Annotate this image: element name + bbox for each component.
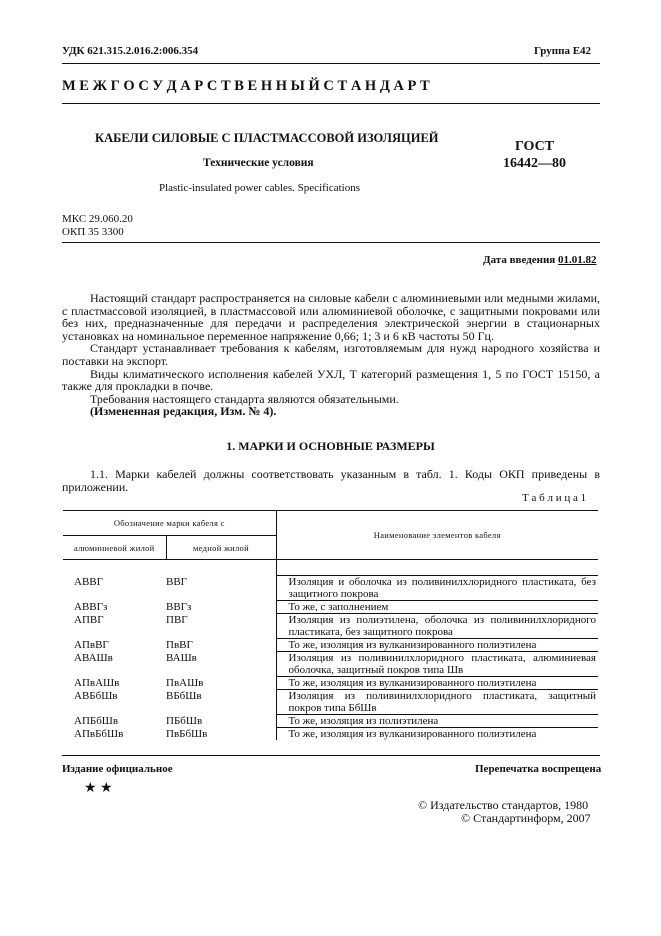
grade-cu: ВВГз [166, 600, 192, 613]
header-aluminium: алюминиевой жилой [63, 536, 166, 560]
header-rule-bottom [62, 103, 600, 104]
intro-date-label: Дата введения [483, 254, 556, 266]
cable-grades-table [63, 510, 598, 740]
grade-description: То же, с заполнением [276, 601, 598, 614]
grade-cu: ПвВГ [166, 638, 193, 651]
interstate-standard-banner: М Е Ж Г О С У Д А Р С Т В Е Н Н Ы Й С Т А Н Д А Р Т [62, 78, 430, 94]
grade-description: То же, изоляция из вулканизированного полиэтилена [276, 728, 598, 741]
grade-cu: ПвАШв [166, 676, 204, 689]
section-1-title: 1. МАРКИ И ОСНОВНЫЕ РАЗМЕРЫ [226, 439, 435, 453]
header-grade-group: Обозначение марки кабеля с [63, 511, 276, 536]
mks-code: МКС 29.060.20 [62, 213, 133, 225]
table-label: Т а б л и ц а 1 [522, 492, 587, 504]
paragraph-climate: Виды климатического исполнения кабелей УХЛ, Т категорий размещения 1, 5 по ГОСТ 15150, а также для прокладки в почве. [62, 366, 600, 394]
table-row [63, 639, 598, 652]
grade-al: АВАШв [74, 651, 113, 664]
clause-1-1: 1.1. Марки кабелей должны соответствовать указанным в табл. 1. Коды ОКП приведены в приложении. [62, 467, 600, 494]
grade-description: Изоляция из полиэтилена, оболочка из поливинилхлоридного пластиката, без защитного покрова [276, 614, 598, 639]
gost-designation [503, 138, 566, 172]
okp-code: ОКП 35 3300 [62, 226, 124, 238]
table-row [63, 614, 598, 639]
grade-cu: ВВГ [166, 575, 188, 588]
grade-cu: ПвБбШв [166, 727, 208, 740]
gost-label: ГОСТ [514, 139, 555, 154]
grade-description: Изоляция из поливинилхлоридного пластиката, алюминиевая оболочка, защитный покров типа Шв [276, 652, 598, 677]
official-edition: Издание официальное [62, 763, 173, 775]
paragraph-amendment: (Измененная редакция, Изм. № 4). [90, 404, 277, 419]
table-row [63, 690, 598, 715]
grade-description: То же, изоляция из вулканизированного полиэтилена [276, 677, 598, 690]
copyright-1980: © Издательство стандартов, 1980 [418, 798, 589, 812]
paragraph-requirements: Стандарт устанавливает требования к кабелям, изготовляемым для нужд народного хозяйства и поставки на экспорт. [62, 341, 600, 368]
grade-cu: ПБбШв [166, 714, 203, 727]
table-row [63, 728, 598, 741]
gost-number: 16442—80 [503, 156, 566, 171]
english-title: Plastic-insulated power cables. Specifications [159, 182, 360, 194]
body-text [62, 292, 600, 418]
intro-date [483, 254, 597, 266]
paragraph-scope: Настоящий стандарт распространяется на силовые кабели с алюминиевыми или медными жилами, с пластмассовой изоляцией, в пластмассовой или алюминиевой оболочке, с защитными покровами или без них, предназначенные для передачи и распределения электрической энергии в стационарных установках на номинальное переменное напряжение 0,66; 1; 3 и 6 кВ частоты 50 Гц. [62, 291, 600, 343]
grade-al: АПБбШв [74, 714, 119, 727]
table-row [63, 677, 598, 690]
table-row [63, 601, 598, 614]
grade-al: АВБбШв [74, 689, 118, 702]
document-title: КАБЕЛИ СИЛОВЫЕ С ПЛАСТМАССОВОЙ ИЗОЛЯЦИЕЙ [95, 131, 439, 145]
grade-cu: ВБбШв [166, 689, 202, 702]
document-subtitle: Технические условия [203, 157, 314, 169]
grade-cu: ВАШв [166, 651, 197, 664]
grade-description: Изоляция и оболочка из поливинилхлоридного пластиката, без защитного покрова [276, 576, 598, 601]
grade-description: То же, изоляция из полиэтилена [276, 715, 598, 728]
header-copper: медной жилой [193, 542, 249, 553]
table-row [63, 652, 598, 677]
copyright-2007: © Стандартинформ, 2007 [461, 811, 591, 825]
grade-al: АПвБбШв [74, 727, 124, 740]
paragraph-mandatory: Требования настоящего стандарта являются обязательными. [90, 391, 399, 406]
intro-date-value: 01.01.82 [558, 254, 597, 266]
grade-al: АВВГз [74, 600, 108, 613]
grade-al: АПвАШв [74, 676, 120, 689]
table-spacer-row [63, 560, 598, 576]
grade-description: То же, изоляция из вулканизированного полиэтилена [276, 639, 598, 652]
grade-cu: ПВГ [166, 613, 188, 626]
table-row [63, 715, 598, 728]
grade-al: АПвВГ [74, 638, 109, 651]
group-code: Группа Е42 [534, 45, 592, 57]
table-header-row [63, 511, 598, 536]
header-description: Наименование элементов кабеля [276, 511, 598, 560]
grade-description: Изоляция из поливинилхлоридного пластиката, защитный покров типа БбШв [276, 690, 598, 715]
header-rule-top [62, 63, 600, 64]
table-row [63, 576, 598, 601]
footer-rule [62, 755, 600, 756]
stars-mark: ★ ★ [84, 781, 113, 796]
reprint-prohibited: Перепечатка воспрещена [475, 763, 602, 775]
section-1-body [62, 468, 600, 493]
udk-code: УДК 621.315.2.016.2:006.354 [62, 45, 199, 57]
grade-al: АПВГ [74, 613, 104, 626]
grade-al: АВВГ [74, 575, 103, 588]
codes-rule [62, 242, 600, 243]
